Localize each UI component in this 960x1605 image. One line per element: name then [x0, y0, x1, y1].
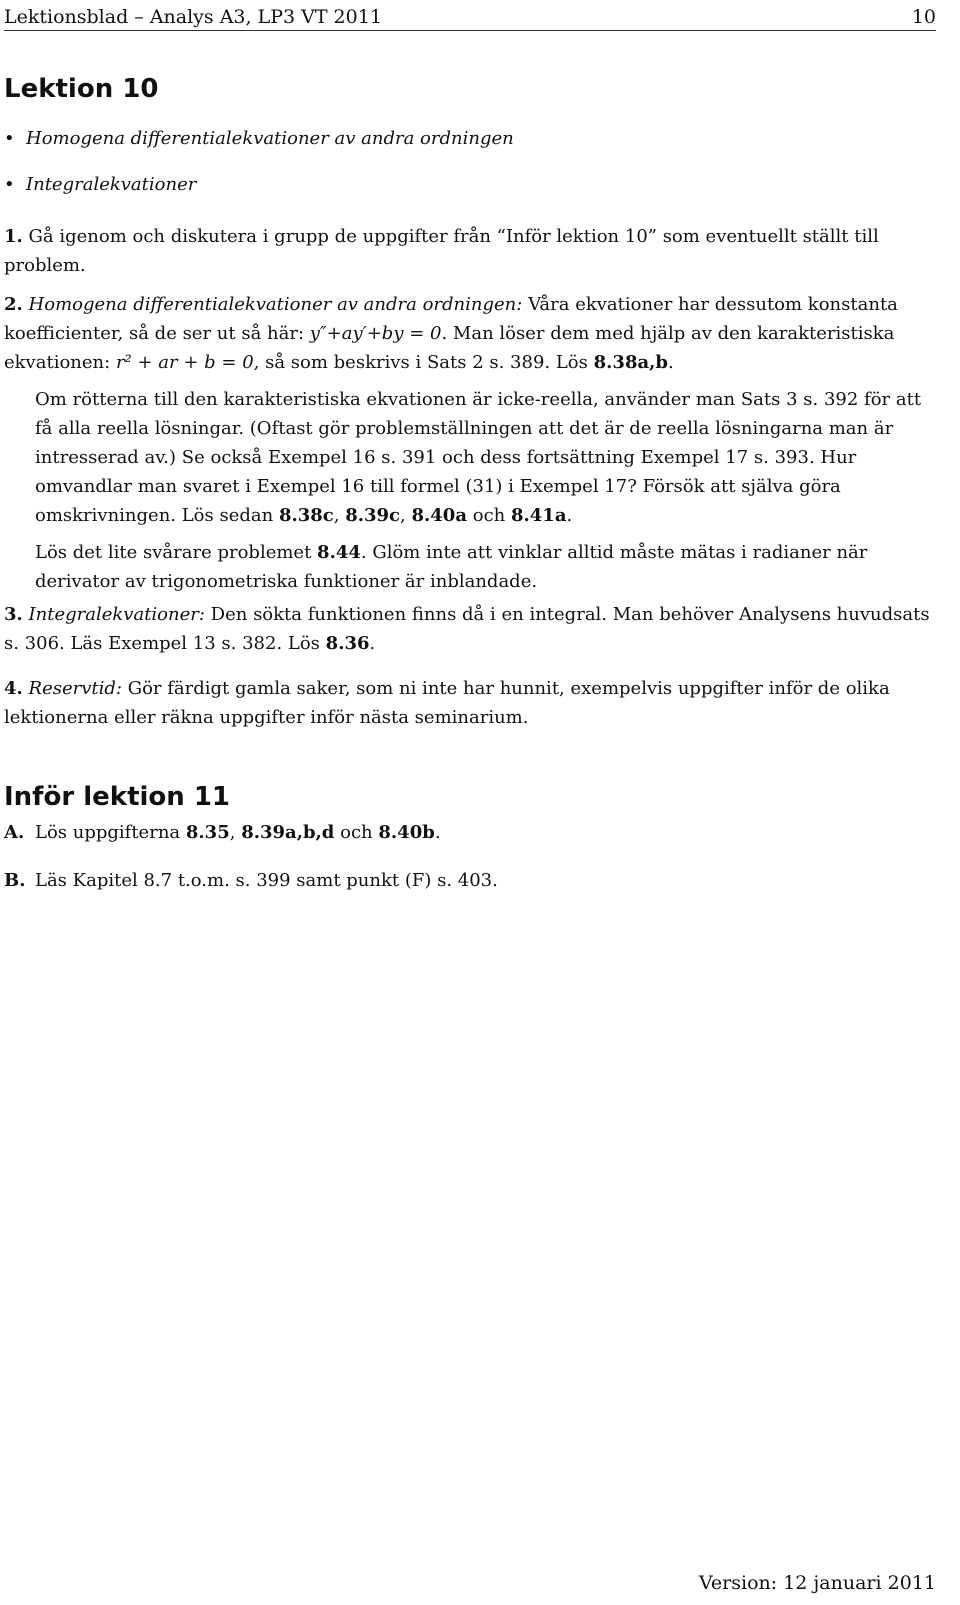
item-text: . Man löser dem med hjälp av den karakteristiska ekvationen: [4, 323, 895, 373]
item-2-paragraph: Om rötterna till den karakteristiska ekvationen är icke-reella, använder man Sats 3 s. 392 för att få alla reella lösningar. (Oftast gör problemställningen att det är de reella lösningarna man är intresserad av.) Se också Exempel 16 s. 391 och dess fortsättning Exempel 17 s. 393. Hur omvandlar man svaret i Exempel 16 till formel (31) i Exempel 17? Försök att själva göra omskrivningen. Lös sedan 8.38c, 8.39c, 8.40a och 8.41a. [35, 389, 922, 526]
exercise-ref: 8.44 [317, 542, 361, 563]
exercise-ref: 8.39c [345, 505, 401, 526]
header-course-title: Lektionsblad – Analys A3, LP3 VT 2011 [4, 6, 382, 28]
item-number: 4. [4, 678, 23, 699]
exercise-ref: 8.36 [325, 633, 370, 654]
item-4 [4, 674, 936, 732]
item-text: Om rötterna till den karakteristiska ekvationen är icke-reella, använder man Sats 3 s. 392 för att få alla reella lösningar. (Oftast gör problemställningen att det är de reella lösningarna man är intresserad av.) Se också Exempel 16 s. 391 och dess fortsättning Exempel 17 s. 393. Hur omvandlar man svaret i Exempel 16 till formel (31) i Exempel 17? Försök att själva göra omskrivningen. Lös sedan [35, 389, 922, 526]
item-text: Den sökta funktionen finns då i en integral. Man behöver Analysens huvudsats s. 306. Läs Exempel 13 s. 382. Lös [4, 604, 930, 654]
exercise-ref: 8.39a,b,d [241, 822, 335, 843]
exercise-ref: 8.38c [278, 505, 334, 526]
exercise-ref: 8.35 [185, 822, 230, 843]
topic-item [4, 128, 514, 174]
item-text: Lös det lite svårare problemet [35, 542, 312, 563]
equation: y″+ay′+by = 0 [309, 323, 442, 344]
version-footer: Version: 12 januari 2011 [698, 1572, 936, 1594]
bullet-icon [4, 128, 26, 149]
topic-text: Integralekvationer [26, 174, 197, 195]
item-text: Gå igenom och diskutera i grupp de uppgifter från “Inför lektion 10” som eventuellt ställt till problem. [4, 226, 879, 276]
item-lead: Reservtid: [28, 678, 122, 699]
item-2-paragraph: Lös det lite svårare problemet 8.44. Glöm inte att vinklar alltid måste mätas i radianer när derivator av trigonometriska funktioner är inblandade. [35, 542, 868, 592]
item-2: 2. Homogena differentialekvationer av andra ordningen: Våra ekvationer har dessutom konstanta koefficienter, så de ser ut så här: y″+ay′+by = 0. Man löser dem med hjälp av den karakteristiska ekvationen: r² + ar + b = 0, så som beskrivs i Sats 2 s. 389. Lös 8.38a,b. Om rötterna till den karakteristiska ekvationen är icke-reella, använder man Sats 3 s. 392 för att få alla reella lösningar. (Oftast gör problemställningen att det är de reella lösningarna man är intresserad av.) Se också Exempel 16 s. 391 och dess fortsättning Exempel 17 s. 393. Hur omvandlar man svaret i Exempel 16 till formel (31) i Exempel 17? Försök att själva göra omskrivningen. Lös sedan 8.38c, 8.39c, 8.40a och 8.41a. Lös det lite svårare problemet 8.44. Glöm inte att vinklar alltid måste mätas i radianer när derivator av trigonometriska funktioner är inblandade. [4, 290, 936, 596]
topic-list [4, 128, 514, 220]
item-lead: Homogena differentialekvationer av andra ordningen: [28, 294, 523, 315]
item-lead: Integralekvationer: [28, 604, 205, 625]
page-header [4, 0, 936, 31]
task-b [4, 866, 936, 895]
next-lesson-title: Inför lektion 11 [4, 782, 231, 812]
topic-item [4, 174, 514, 220]
item-1 [4, 222, 936, 280]
topic-text: Homogena differentialekvationer av andra ordningen [26, 128, 514, 149]
equation: r² + ar + b = 0 [115, 352, 254, 373]
item-text: Våra ekvationer har dessutom konstanta koefficienter, så de ser ut så här: [4, 294, 898, 344]
item-3: 3. Integralekvationer: Den sökta funktionen finns då i en integral. Man behöver Analysens huvudsats s. 306. Läs Exempel 13 s. 382. Lös 8.36. [4, 604, 930, 654]
task-label: A. [4, 822, 25, 843]
item-number: 2. [4, 294, 23, 315]
page-number: 10 [911, 6, 936, 28]
task-text: Läs Kapitel 8.7 t.o.m. s. 399 samt punkt (F) s. 403. [35, 870, 498, 891]
bullet-icon [4, 174, 26, 195]
item-text: Gör färdigt gamla saker, som ni inte har hunnit, exempelvis uppgifter inför de olika lektionerna eller räkna uppgifter inför nästa seminarium. [4, 678, 890, 728]
exercise-ref: 8.41a [510, 505, 567, 526]
task-text: Lös uppgifterna [35, 822, 181, 843]
exercise-ref: 8.38a,b [593, 352, 668, 373]
item-text: , så som beskrivs i Sats 2 s. 389. Lös [253, 352, 588, 373]
item-number: 1. [4, 226, 23, 247]
item-number: 3. [4, 604, 23, 625]
lesson-title: Lektion 10 [4, 74, 159, 104]
task-a: A. Lös uppgifterna 8.35, 8.39a,b,d och 8.40b. [4, 818, 936, 847]
exercise-ref: 8.40b [378, 822, 435, 843]
exercise-ref: 8.40a [411, 505, 467, 526]
task-label: B. [4, 870, 26, 891]
